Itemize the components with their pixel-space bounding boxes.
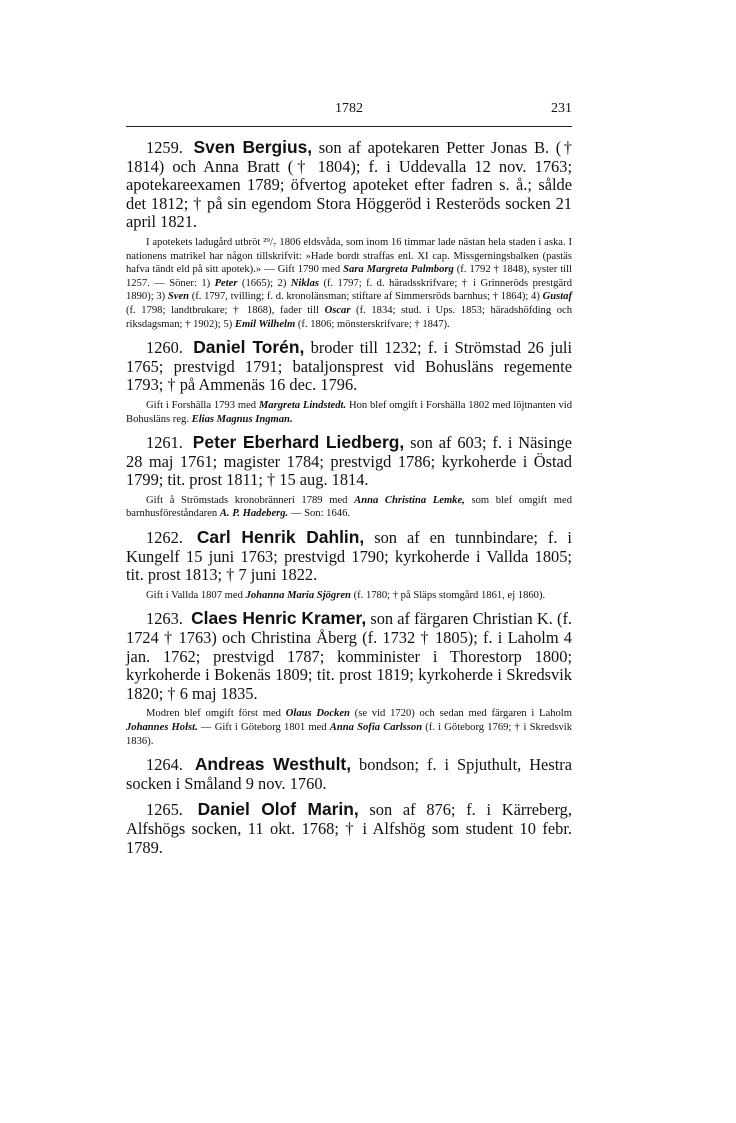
- note-person: Sven: [167, 291, 190, 303]
- entry-name: Andreas Westhult,: [194, 754, 352, 775]
- note-person: Sara Margreta Palmborg: [343, 264, 454, 276]
- running-header: [126, 101, 572, 121]
- entry-name: Daniel Olof Marin,: [197, 799, 359, 820]
- entry-note: [126, 707, 572, 748]
- note-person: Niklas: [290, 277, 320, 289]
- note-text: Hon blef omgift i Forshälla 1802 med löjtnanten vid Bohusläns reg.: [126, 399, 573, 425]
- page-number: 231: [551, 101, 572, 116]
- entry-1260: [126, 338, 572, 426]
- entry-text: bondson; f. i Spjuthult, Hestra socken i Småland 9 nov. 1760.: [126, 755, 572, 793]
- entry-name: Carl Henrik Dahlin,: [196, 527, 365, 548]
- entry-lead: [126, 433, 572, 490]
- note-text: (f. 1797; f. d. häradsskrifvare; † i Grinneröds prestgärd 1890); 3): [126, 277, 572, 303]
- entry-text: son af 876; f. i Kärreberg, Alfshögs socken, 11 okt. 1768; † i Alfshög som student 10 febr. 1789.: [126, 800, 572, 857]
- note-person: Oscar: [324, 304, 351, 316]
- entry-name: Daniel Torén,: [193, 337, 305, 358]
- note-text: (f. 1797, tvilling; f. d. kronolänsman; stiftare af Simmersröds barnhus; † 1864); 4): [189, 291, 543, 303]
- entry-lead: [126, 528, 572, 585]
- note-person: Anna Christina Lemke,: [354, 494, 465, 506]
- entry-lead: [126, 755, 572, 793]
- note-text: (f. 1798; landtbrukare; † 1868), fader till: [126, 304, 325, 316]
- note-text: Modren blef omgift först med: [146, 708, 286, 720]
- entry-text: son af färgaren Christian K. (f. 1724 † 1763) och Christina Åberg (f. 1732 † 1805); f. i Laholm 4 jan. 1762; prestvigd 1787; komminister i Thorestorp 1800; kyrkoherde i Bokenäs 1809; tit. prost 1819; kyrkoherde i Skredsvik 1820; † 6 maj 1835.: [126, 609, 572, 703]
- entry-note: [126, 236, 572, 331]
- note-text: (f. 1834; stud. i Ups. 1853; häradshöfding och riksdagsman; † 1902); 5): [126, 304, 572, 330]
- entry-1264: [126, 755, 572, 793]
- entry-number: 1262.: [146, 528, 183, 548]
- header-rule: [126, 126, 572, 127]
- note-person: A. P. Hadeberg.: [219, 508, 289, 520]
- entry-text: son af 603; f. i Näsinge 28 maj 1761; magister 1784; prestvigd 1786; kyrkoherde i Östad 1799; tit. prost 1811; † 15 aug. 1814.: [126, 433, 573, 490]
- note-text: — Gift i Göteborg 1801 med: [197, 722, 330, 733]
- note-text: (1665); 2): [237, 277, 291, 289]
- entry-number: 1264.: [146, 755, 183, 775]
- note-person: Johanna Maria Sjögren: [245, 589, 351, 601]
- note-text: som blef omgift med barnhusföreståndaren: [126, 494, 572, 520]
- note-person: Elias Magnus Ingman.: [191, 413, 293, 425]
- entry-name: Sven Bergius,: [193, 137, 313, 157]
- entry-1261: [126, 433, 572, 521]
- note-text: I apotekets ladugård utbröt ²⁹/₇ 1806 eldsvåda, som inom 16 timmar lade nästan hela staden i aska. I nationens matrikel har någon tillskrifvit: »Hade bordt straffas enl. XI cap. Missgerningsbalken (pastäs hafva tändt eld på sitt apotek).» — Gift 1790 med: [126, 236, 572, 276]
- note-text: Gift å Strömstads kronobränneri 1789 med: [146, 494, 355, 506]
- entry-text: son af en tunnbindare; f. i Kungelf 15 juni 1763; prestvigd 1790; kyrkoherde i Vallda 1805; tit. prost 1813; † 7 juni 1822.: [126, 528, 572, 585]
- note-text: (f. 1792 † 1848), syster till 1257. — Söner: 1): [126, 264, 572, 289]
- note-person: Peter: [214, 277, 238, 289]
- entry-1259: [126, 138, 572, 331]
- note-text: (f. 1780; † på Släps stomgård 1861, ej 1860).: [350, 589, 546, 601]
- entry-number: 1261.: [146, 433, 183, 453]
- entry-lead: [126, 138, 572, 232]
- note-text: Gift i Vallda 1807 med: [146, 589, 246, 601]
- note-text: — Son: 1646.: [288, 508, 351, 520]
- entry-name: Claes Henric Kramer,: [191, 608, 367, 629]
- note-text: (f. 1806; mönsterskrifvare; † 1847).: [295, 318, 450, 330]
- entry-number: 1259.: [146, 138, 183, 157]
- entry-note: [126, 494, 572, 521]
- entry-1263: [126, 609, 572, 748]
- note-person: Margreta Lindstedt.: [258, 399, 347, 411]
- entry-number: 1260.: [146, 338, 183, 358]
- note-text: (se vid 1720) och sedan med färgaren i Laholm: [349, 708, 572, 720]
- header-year: 1782: [335, 101, 363, 116]
- note-text: (f. i Göteborg 1769; † i Skredsvik 1836).: [126, 722, 573, 747]
- entry-lead: [126, 338, 572, 395]
- note-person: Johannes Holst.: [126, 722, 198, 733]
- entry-note: [126, 589, 572, 603]
- note-person: Anna Sofia Carlsson: [329, 722, 423, 733]
- page-body: [126, 138, 572, 857]
- entry-name: Peter Eberhard Liedberg,: [192, 432, 405, 453]
- note-person: Olaus Docken: [285, 708, 350, 720]
- note-text: Gift i Forshälla 1793 med: [146, 399, 259, 411]
- entry-lead: [126, 800, 572, 857]
- entry-1262: [126, 528, 572, 602]
- entry-1265: [126, 800, 572, 857]
- entry-text: broder till 1232; f. i Strömstad 26 juli 1765; prestvigd 1791; bataljonsprest vid Bohusläns regemente 1793; † på Ammenäs 16 dec. 1796.: [126, 338, 573, 395]
- entry-number: 1263.: [146, 609, 183, 629]
- note-person: Emil Wilhelm: [234, 318, 296, 330]
- entry-text: son af apotekaren Petter Jonas B. († 1814) och Anna Bratt († 1804); f. i Uddevalla 12 nov. 1763; apotekareexamen 1789; öfvertog apoteket efter fadren s. å.; sålde det 1812; † på sin egendom Stora Höggeröd i Resteröds socken 21 april 1821.: [126, 138, 572, 232]
- entry-number: 1265.: [146, 800, 183, 820]
- entry-note: [126, 399, 572, 426]
- entry-lead: [126, 609, 572, 703]
- note-person: Gustaf: [542, 291, 572, 303]
